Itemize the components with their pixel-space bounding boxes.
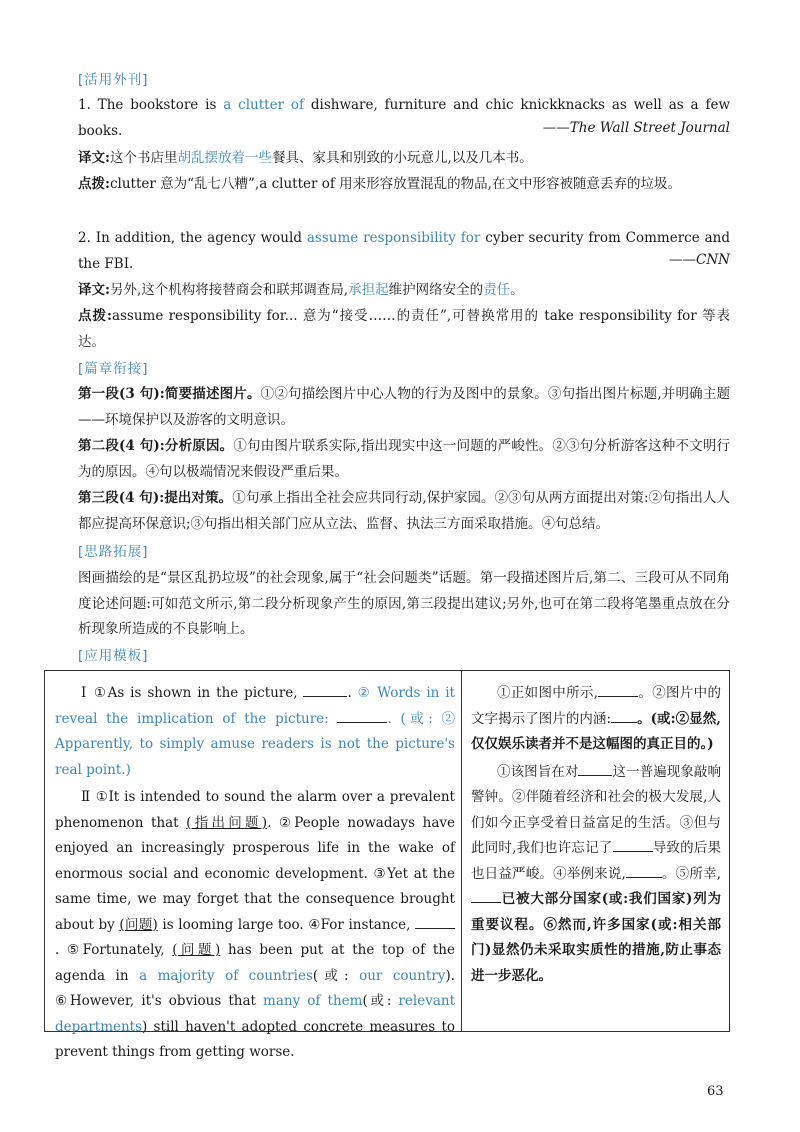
section-title-reading: [活用外刊] [78,72,149,88]
tip-label: 点拨: [78,176,110,192]
example-2-phrase: assume responsibility for [306,230,481,246]
example-1-source: ——The Wall Street Journal [542,120,730,136]
example-2-text-a: 2. In addition, the agency would [78,230,307,246]
structure-text-2: ①句由图片联系实际,指出现实中这一问题的严峻性。②③句分析游客这种不文明行为的原因。④句以极端情况来假设严重后果。 [78,438,730,480]
en-p2-problem: (问题) [119,916,158,933]
blank-line [611,710,637,723]
zh-p2-text-a: ①该图旨在对 [497,763,579,780]
template-chinese-column [471,681,721,989]
en-p2-text-h: (或: [362,993,399,1009]
template-en-paragraph-1 [55,681,455,783]
blank-line [337,710,387,723]
tip-text: clutter 意为“乱七八糟”,a clutter of 用来形容放置混乱的物品,在文中形容被随意丢弃的垃圾。 [109,176,681,192]
example-2-tip [78,304,730,355]
en-p1-text-b: . [347,685,358,701]
translation-text-b: 餐具、家具和别致的小玩意儿,以及几本书。 [271,150,533,166]
structure-paragraph-3 [78,486,730,537]
expansion-text: 图画描绘的是“景区乱扔垃圾”的社会现象,属于“社会问题类”话题。第一段描述图片后,第二、三段可从不同角度论述问题:可如范文所示,第二段分析现象产生的原因,第三段提出建议;另外,也可在第二段将笔墨重点放在分析现象所造成的不良影响上。 [78,570,730,637]
translation-text-a: 这个书店里 [109,150,178,166]
blank-line [303,684,347,697]
page-number: 63 [707,1084,724,1099]
example-1-sentence [78,93,730,144]
translation-text-b: 维护网络安全的 [388,282,484,298]
column-divider [461,671,462,1031]
structure-label-2: 第二段(4 句):分析原因。 [78,438,234,454]
en-p2-blue-1: a majority of countries [139,967,313,984]
structure-paragraph-2 [78,434,730,485]
example-1-text-b: dishware, furniture and chic knickknacks as well as a few books. [78,97,730,139]
structure-text-1: ①②句描绘图片中心人物的行为及图中的景象。③句指出图片标题,并明确主题——环境保护以及游客的文明意识。 [78,386,730,428]
en-p2-text-b: . ②People nowadays have enjoyed an increasingly prosperous life in the wake of enormous social and economic development. ③Yet at the same time, we may forget that the consequence brought about by [55,814,455,933]
zh-p2-text-c: 导致的后果也日益严峻。④举例来说, [471,840,722,882]
en-p2-text-i: ) still haven't adopted concrete measures to prevent things from getting worse. [55,1018,455,1060]
zh-p2-text-d: 。⑤所幸, [661,865,721,882]
blank-line [626,865,662,878]
en-p2-text-f: (或: [312,967,360,984]
section-title-structure: [篇章衔接] [78,361,149,377]
en-p2-blue-4: relevant departments [55,993,456,1035]
translation-text-c: 。 [510,282,524,298]
translation-phrase-2: 责任 [483,282,511,298]
tip-text: assume responsibility for... 意为“接受……的责任”,可替换常用的 take responsibility for 等表达。 [78,308,730,350]
blank-line [578,763,612,776]
translation-phrase: 胡乱摆放着一些 [177,150,272,166]
en-p2-text-e: has been put at the top of the agenda in [55,942,455,984]
structure-label-1: 第一段(3 句):简要描述图片。 [78,386,261,402]
zh-p2-text-e: 已被大部分国家(或:我们国家)列为重要议程。⑥然而,许多国家(或:相关部门)显然仍未采取实质性的措施,防止事态进一步恶化。 [471,891,721,984]
blank-line [471,890,501,903]
blank-line [613,839,653,852]
example-1-phrase: a clutter of [223,97,305,113]
template-box [44,670,730,1060]
zh-p1-text-c: 。(或:②显然,仅仅娱乐读者并不是这幅图的真正目的。) [471,710,721,752]
section-title-template: [应用模板] [78,648,149,664]
translation-label: 译文: [78,282,110,298]
structure-label-3: 第三段(4 句):提出对策。 [78,490,233,506]
en-p2-text-a: Ⅱ ①It is intended to sound the alarm over a prevalent phenomenon that [55,789,455,831]
template-zh-paragraph-2 [471,760,721,990]
structure-paragraph-1 [78,382,730,433]
tip-label: 点拨: [78,308,112,324]
template-zh-paragraph-1 [471,681,721,758]
en-p2-text-d: . ⑤Fortunately, [55,942,173,958]
structure-text-3: ①句承上指出全社会应共同行动,保护家园。②③句从两方面提出对策:②句指出人人都应提高环保意识;③句指出相关部门应从立法、监督、执法三方面采取措施。④句总结。 [78,490,730,532]
template-english-column [55,681,455,1066]
blank-line [598,684,638,697]
en-p2-topic: (指出问题) [186,814,268,831]
zh-p2-text-b: 这一普遍现象敲响警钟。②伴随着经济和社会的极大发展,人们如今正享受着日益富足的生活。③但与此同时,我们也许忘记了 [471,763,722,856]
translation-text-a: 另外,这个机构将接替商会和联邦调查局, [109,282,349,298]
en-p1-text-c: ② Words in it reveal the implication of the picture: [55,685,455,727]
en-p1-text-d: . (或: ② Apparently, to simply amuse readers is not the picture's real point.) [55,710,455,778]
example-1-text-a: 1. The bookstore is [78,97,224,113]
example-2-text-b: cyber security from Commerce and the FBI. [78,230,731,272]
translation-phrase-1: 承担起 [348,282,389,298]
example-2-translation [78,278,730,304]
blank-line [415,916,455,929]
example-2-sentence [78,226,730,277]
zh-p1-text-a: ①正如图中所示, [497,685,599,701]
en-p2-blue-2: our country [359,967,446,984]
en-p2-blue-3: many of them [263,993,363,1009]
example-2-source: ——CNN [669,252,730,268]
example-1-translation [78,146,730,172]
example-1-tip [78,172,730,198]
template-en-paragraph-2 [55,785,455,1066]
translation-label: 译文: [78,150,110,166]
en-p1-text-a: Ⅰ ①As is shown in the picture, [81,685,304,701]
zh-p1-text-b: 。②图片中的文字揭示了图片的内涵: [471,685,722,727]
en-p2-problem-2: (问题) [172,942,221,958]
en-p2-text-g: ). ⑥However, it's obvious that [55,967,455,1009]
section-title-expansion: [思路拓展] [78,544,149,560]
en-p2-text-c: is looming large too. ④For instance, [157,916,415,933]
